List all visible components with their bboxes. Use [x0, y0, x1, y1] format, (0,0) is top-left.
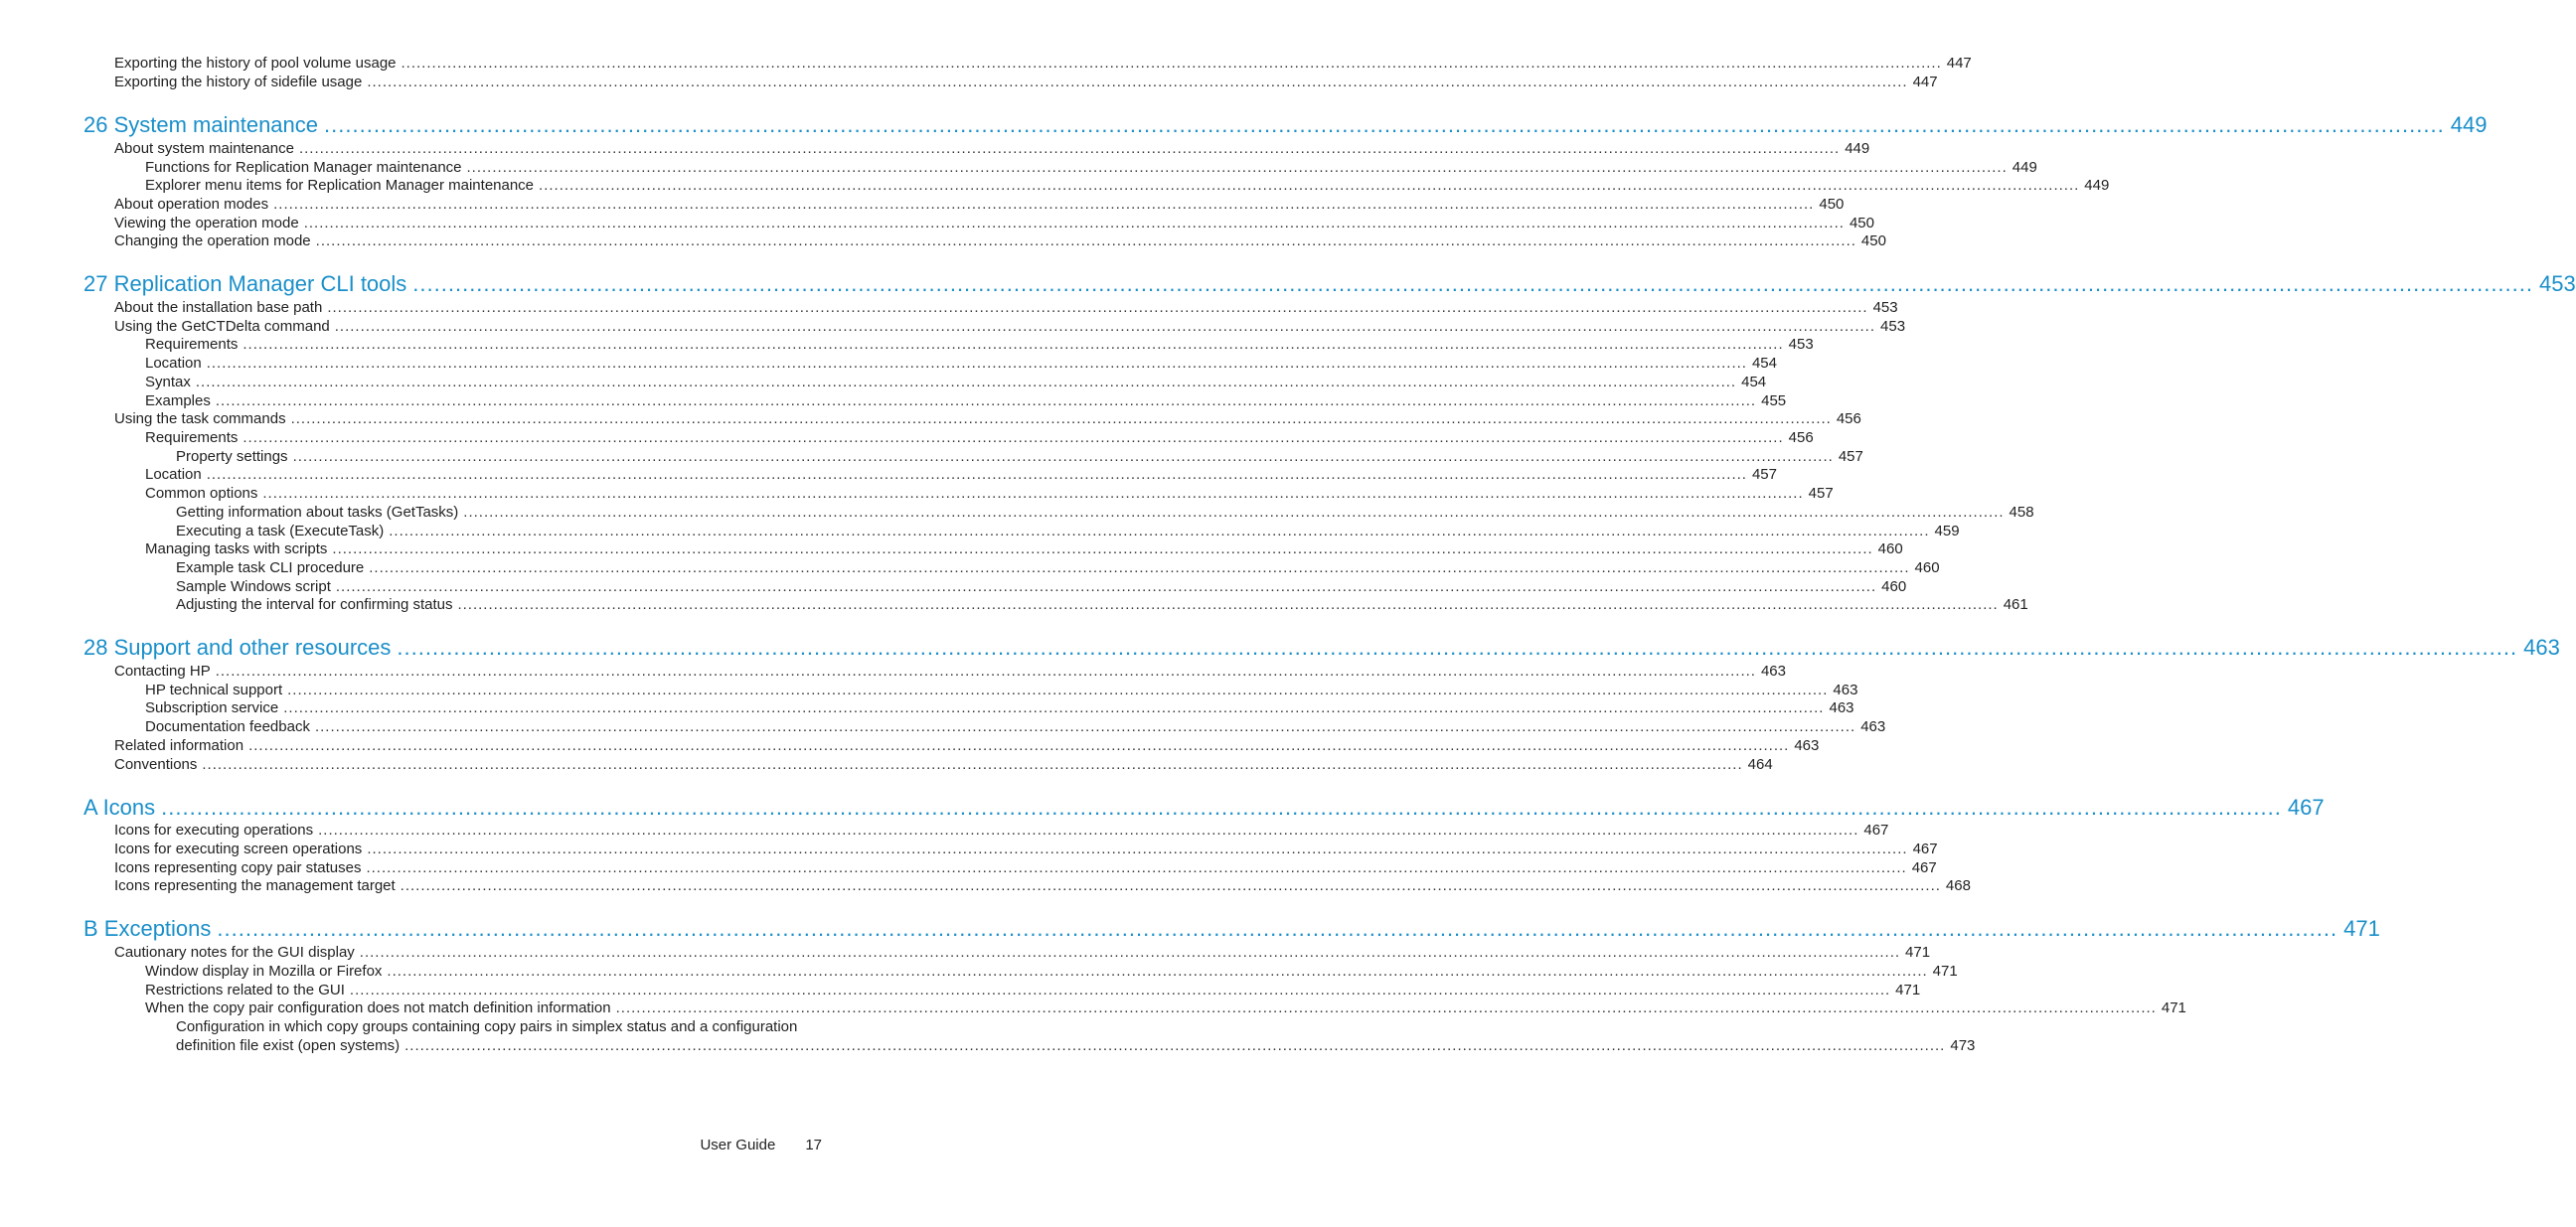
- dot-leader: ............................................................................................................................................................................................................................................................................................................: [539, 177, 2080, 194]
- toc-entry-page: 463: [1860, 718, 1886, 735]
- toc-entry[interactable]: [145, 681, 1858, 699]
- toc-entry-title: Using the task commands: [114, 410, 286, 427]
- toc-entry-title: Functions for Replication Manager maintenance: [145, 159, 462, 176]
- toc-entry-title: Adjusting the interval for confirming status: [176, 596, 453, 613]
- dot-leader: ............................................................................................................................................................................................................................................................................................................: [401, 55, 1942, 72]
- toc-entry-page: 467: [1912, 841, 1938, 857]
- dot-leader: ............................................................................................................................................................................................................................................................................................................: [314, 718, 1856, 735]
- dot-leader: ............................................................................................................................................................................................................................................................................................................: [242, 429, 1784, 446]
- toc-entry-page: 459: [1934, 523, 1960, 539]
- toc-entry-title: Location: [145, 355, 202, 372]
- toc-entry-page: 457: [1751, 466, 1777, 483]
- toc-entry-title: Icons representing the management target: [114, 877, 396, 894]
- dot-leader: ............................................................................................................................................................................................................................................................................................................: [206, 355, 1747, 372]
- dot-leader: ............................................................................................................................................................................................................................................................................................................: [369, 559, 1910, 576]
- toc-entry[interactable]: [176, 577, 1907, 596]
- chapter-heading[interactable]: [83, 634, 2560, 662]
- toc-entry-page: 468: [1945, 877, 1971, 894]
- toc-entry-title: Common options: [145, 485, 258, 502]
- chapter-title: 26 System maintenance: [83, 112, 319, 137]
- page-number: 17: [805, 1137, 822, 1153]
- dot-leader: ............................................................................................................................................................................................................................................................................................................: [466, 159, 2008, 176]
- toc-entry[interactable]: [114, 54, 1972, 73]
- toc-entry-title: Property settings: [176, 448, 288, 465]
- dot-leader: ............................................................................................................................................................................................................................................................................................................: [161, 795, 2282, 820]
- toc-entry-page: 471: [1905, 944, 1931, 961]
- toc-entry[interactable]: [145, 354, 1777, 373]
- toc-entry-title: Examples: [145, 392, 211, 409]
- toc-entry-page: 453: [1872, 299, 1898, 316]
- dot-leader: ............................................................................................................................................................................................................................................................................................................: [359, 944, 1901, 961]
- toc-entry[interactable]: [114, 409, 1861, 428]
- dot-leader: ............................................................................................................................................................................................................................................................................................................: [303, 215, 1845, 231]
- toc-entry-title: Documentation feedback: [145, 718, 310, 735]
- dot-leader: ............................................................................................................................................................................................................................................................................................................: [367, 841, 1908, 857]
- dot-leader: ............................................................................................................................................................................................................................................................................................................: [195, 374, 1737, 390]
- toc-entry-title: When the copy pair configuration does not match definition information: [145, 999, 611, 1016]
- dot-leader: ............................................................................................................................................................................................................................................................................................................: [283, 699, 1825, 716]
- dot-leader: ............................................................................................................................................................................................................................................................................................................: [366, 859, 1907, 876]
- toc-entry[interactable]: [176, 503, 2034, 522]
- toc-entry[interactable]: [176, 595, 2028, 614]
- dot-leader: ............................................................................................................................................................................................................................................................................................................: [397, 635, 2518, 660]
- footer-doc-title: User Guide: [700, 1137, 776, 1153]
- toc-entry-page: 471: [2161, 999, 2186, 1016]
- toc-entry-title: Requirements: [145, 429, 239, 446]
- toc-entry-title: Conventions: [114, 756, 198, 773]
- dot-leader: ............................................................................................................................................................................................................................................................................................................: [248, 737, 1790, 754]
- toc-entry[interactable]: [145, 158, 2037, 177]
- dot-leader: ............................................................................................................................................................................................................................................................................................................: [404, 1037, 1946, 1054]
- toc-entry-title: Related information: [114, 737, 244, 754]
- dot-leader: ............................................................................................................................................................................................................................................................................................................: [242, 336, 1784, 353]
- toc-entry[interactable]: [114, 858, 1937, 877]
- chapter-heading[interactable]: [83, 794, 2325, 822]
- toc-entry[interactable]: [176, 558, 1940, 577]
- chapter-title: A Icons: [83, 795, 156, 820]
- dot-leader: ............................................................................................................................................................................................................................................................................................................: [273, 196, 1815, 213]
- dot-leader: ............................................................................................................................................................................................................................................................................................................: [215, 392, 1757, 409]
- toc-entry-title: Executing a task (ExecuteTask): [176, 523, 385, 539]
- toc-entry[interactable]: [145, 962, 1958, 981]
- dot-leader: ............................................................................................................................................................................................................................................................................................................: [334, 318, 1876, 335]
- chapter-heading[interactable]: [83, 915, 2380, 943]
- dot-leader: ............................................................................................................................................................................................................................................................................................................: [315, 232, 1856, 249]
- dot-leader: ............................................................................................................................................................................................................................................................................................................: [318, 822, 1859, 839]
- toc-entry-page: 450: [1819, 196, 1845, 213]
- toc-entry[interactable]: [145, 998, 2186, 1017]
- toc-entry[interactable]: [145, 539, 1903, 558]
- toc-entry[interactable]: [114, 73, 1938, 91]
- toc-entry[interactable]: [114, 317, 1906, 336]
- chapter-title: 28 Support and other resources: [83, 635, 392, 660]
- toc-entry-page: 447: [1946, 55, 1972, 72]
- toc-entry-title: About operation modes: [114, 196, 269, 213]
- dot-leader: ............................................................................................................................................................................................................................................................................................................: [463, 504, 2005, 521]
- dot-leader: ............................................................................................................................................................................................................................................................................................................: [290, 410, 1832, 427]
- toc-entry-page: 457: [1808, 485, 1834, 502]
- toc-entry-page: 456: [1788, 429, 1814, 446]
- dot-leader: ............................................................................................................................................................................................................................................................................................................: [327, 299, 1868, 316]
- toc-entry-page: 471: [1895, 982, 1921, 998]
- toc-entry-title: Using the GetCTDelta command: [114, 318, 330, 335]
- dot-leader: ............................................................................................................................................................................................................................................................................................................: [262, 485, 1804, 502]
- dot-leader: ............................................................................................................................................................................................................................................................................................................: [387, 963, 1928, 980]
- dot-leader: ............................................................................................................................................................................................................................................................................................................: [202, 756, 1743, 773]
- toc-entry[interactable]: [114, 876, 1971, 895]
- toc-entry-multiline[interactable]: [176, 1017, 1976, 1055]
- toc-entry-page: 458: [2009, 504, 2034, 521]
- toc-entry-page: 460: [1914, 559, 1940, 576]
- toc-entry-title: Icons for executing screen operations: [114, 841, 363, 857]
- toc-entry-title: Window display in Mozilla or Firefox: [145, 963, 383, 980]
- toc-entry-page: 463: [1829, 699, 1854, 716]
- dot-leader: ............................................................................................................................................................................................................................................................................................................: [457, 596, 1999, 613]
- toc-entry[interactable]: [176, 447, 1863, 466]
- toc-entry-page: 457: [1838, 448, 1863, 465]
- toc-entry[interactable]: [176, 522, 1960, 540]
- toc-entry[interactable]: [114, 943, 1931, 962]
- toc-entry-title: Example task CLI procedure: [176, 559, 365, 576]
- dot-leader: ............................................................................................................................................................................................................................................................................................................: [217, 916, 2338, 941]
- toc-entry-page: 449: [1845, 140, 1870, 157]
- dot-leader: ............................................................................................................................................................................................................................................................................................................: [324, 112, 2445, 137]
- chapter-page: 453: [2539, 271, 2576, 296]
- dot-leader: ............................................................................................................................................................................................................................................................................................................: [349, 982, 1891, 998]
- toc-entry[interactable]: [145, 391, 1787, 410]
- toc-entry-title: Icons representing copy pair statuses: [114, 859, 362, 876]
- dot-leader: ............................................................................................................................................................................................................................................................................................................: [206, 466, 1747, 483]
- toc-entry-title: Syntax: [145, 374, 191, 390]
- page-footer: [700, 1136, 822, 1154]
- toc-entry-page: 449: [2012, 159, 2037, 176]
- toc-entry[interactable]: [114, 139, 1870, 158]
- toc-entry-title: Explorer menu items for Replication Manager maintenance: [145, 177, 535, 194]
- toc-entry-title: Sample Windows script: [176, 578, 331, 595]
- toc-entry-page: 450: [1849, 215, 1874, 231]
- toc-entry-page: 461: [2003, 596, 2028, 613]
- toc-entry[interactable]: [145, 335, 1814, 354]
- toc-entry[interactable]: [145, 484, 1834, 503]
- toc-entry[interactable]: [114, 195, 1845, 214]
- dot-leader: ............................................................................................................................................................................................................................................................................................................: [400, 877, 1941, 894]
- toc-entry-title: Restrictions related to the GUI: [145, 982, 345, 998]
- toc-entry-title: Icons for executing operations: [114, 822, 314, 839]
- chapter-title: B Exceptions: [83, 916, 212, 941]
- toc-entry[interactable]: [114, 231, 1886, 250]
- dot-leader: ............................................................................................................................................................................................................................................................................................................: [287, 682, 1829, 698]
- dot-leader: ............................................................................................................................................................................................................................................................................................................: [298, 140, 1841, 157]
- toc-entry[interactable]: [114, 755, 1773, 774]
- toc-entry-title: Viewing the operation mode: [114, 215, 299, 231]
- chapter-page: 463: [2523, 635, 2560, 660]
- toc-entry-page: 453: [1788, 336, 1814, 353]
- toc-entry[interactable]: [145, 981, 1921, 999]
- toc-entry-page: 473: [1950, 1037, 1976, 1054]
- chapter-page: 471: [2343, 916, 2380, 941]
- toc-entry-page: 463: [1833, 682, 1858, 698]
- toc-entry-page: 450: [1860, 232, 1886, 249]
- toc-entry[interactable]: [114, 840, 1938, 858]
- toc-entry[interactable]: [145, 176, 2110, 195]
- toc-entry-title: About system maintenance: [114, 140, 294, 157]
- toc-entry-title: Location: [145, 466, 202, 483]
- toc-entry[interactable]: [114, 662, 1786, 681]
- chapter-page: 449: [2450, 112, 2488, 137]
- toc-entry[interactable]: [145, 465, 1777, 484]
- toc-entry[interactable]: [114, 736, 1820, 755]
- dot-leader: ............................................................................................................................................................................................................................................................................................................: [292, 448, 1834, 465]
- toc-entry-title-line2: definition file exist (open systems): [176, 1037, 401, 1054]
- toc-entry-page: 455: [1761, 392, 1787, 409]
- toc-entry-page: 460: [1881, 578, 1907, 595]
- toc-entry[interactable]: [145, 717, 1886, 736]
- toc-entry[interactable]: [114, 821, 1889, 840]
- toc-entry-page: 449: [2084, 177, 2110, 194]
- toc-entry-page: 447: [1912, 74, 1938, 90]
- chapter-heading[interactable]: [83, 111, 2488, 139]
- toc-entry-line2: [176, 1036, 1976, 1055]
- dot-leader: ............................................................................................................................................................................................................................................................................................................: [615, 999, 2157, 1016]
- toc-entry-page: 454: [1741, 374, 1767, 390]
- toc-entry-title: Cautionary notes for the GUI display: [114, 944, 355, 961]
- toc-entry-page: 471: [1932, 963, 1958, 980]
- dot-leader: ............................................................................................................................................................................................................................................................................................................: [389, 523, 1930, 539]
- toc-entry-page: 467: [1911, 859, 1937, 876]
- toc-entry[interactable]: [145, 698, 1854, 717]
- chapter-page: 467: [2287, 795, 2325, 820]
- chapter-heading[interactable]: [83, 270, 2576, 298]
- toc-entry-page: 463: [1794, 737, 1820, 754]
- toc-entry[interactable]: [145, 428, 1814, 447]
- toc-entry-title: Exporting the history of pool volume usage: [114, 55, 397, 72]
- toc-entry-title: Exporting the history of sidefile usage: [114, 74, 363, 90]
- toc-entry-title: HP technical support: [145, 682, 283, 698]
- toc-entry-title: Subscription service: [145, 699, 279, 716]
- toc-entry-title: Changing the operation mode: [114, 232, 311, 249]
- dot-leader: ............................................................................................................................................................................................................................................................................................................: [335, 578, 1877, 595]
- toc-entry[interactable]: [114, 298, 1898, 317]
- toc-entry[interactable]: [145, 373, 1767, 391]
- toc-entry-page: 453: [1880, 318, 1906, 335]
- toc-entry-page: 454: [1751, 355, 1777, 372]
- chapter-title: 27 Replication Manager CLI tools: [83, 271, 407, 296]
- toc-entry-title: Requirements: [145, 336, 239, 353]
- toc-entry-page: 464: [1747, 756, 1773, 773]
- dot-leader: ............................................................................................................................................................................................................................................................................................................: [412, 271, 2533, 296]
- toc-entry-title: Contacting HP: [114, 663, 211, 680]
- dot-leader: ............................................................................................................................................................................................................................................................................................................: [367, 74, 1908, 90]
- toc-entry-page: 460: [1877, 540, 1903, 557]
- toc-entry-page: 463: [1760, 663, 1786, 680]
- toc-entry-page: 456: [1836, 410, 1861, 427]
- toc-entry[interactable]: [114, 214, 1874, 232]
- dot-leader: ............................................................................................................................................................................................................................................................................................................: [215, 663, 1756, 680]
- toc-entry-title-line1: Configuration in which copy groups containing copy pairs in simplex status and a configuration: [176, 1018, 798, 1035]
- toc-entry-title: About the installation base path: [114, 299, 323, 316]
- dot-leader: ............................................................................................................................................................................................................................................................................................................: [332, 540, 1873, 557]
- toc-entry-title: Managing tasks with scripts: [145, 540, 328, 557]
- toc-entry-title: Getting information about tasks (GetTasks): [176, 504, 459, 521]
- toc-entry-page: 467: [1863, 822, 1889, 839]
